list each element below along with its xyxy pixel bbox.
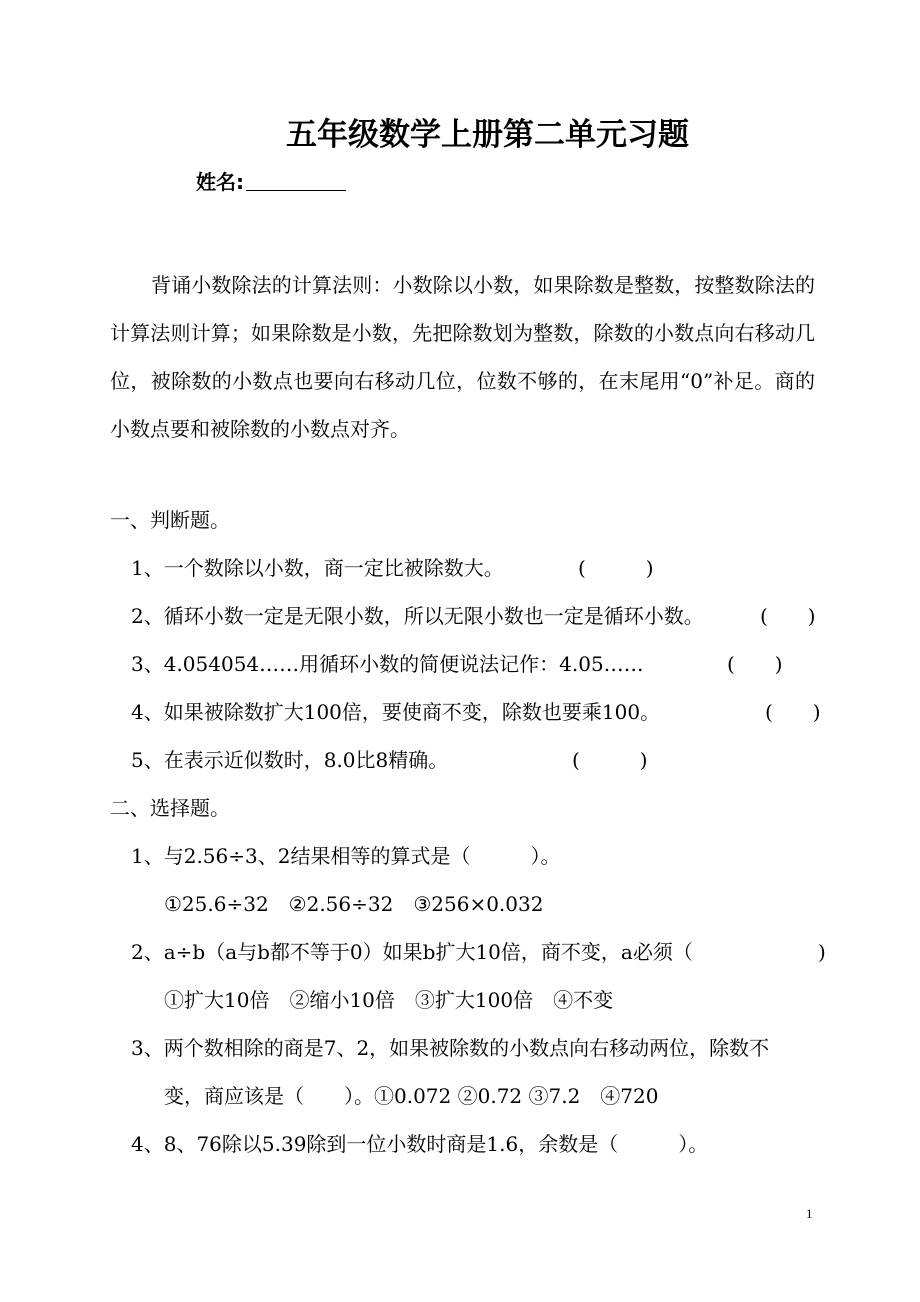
choice-item-1: 1、与2.56÷3、2结果相等的算式是（ ）。 [131,844,561,868]
choice-options-1: ①25.6÷32 ②2.56÷32 ③256×0.032 [164,892,544,916]
name-blank-line[interactable] [246,168,346,191]
judge-answer-1[interactable]: ( ) [578,556,654,580]
name-field [196,167,346,197]
judge-item-5: 5、在表示近似数时，8.0比8精确。 [131,748,449,772]
choice-answer-2-close[interactable]: ) [818,940,826,964]
judge-answer-5[interactable]: ( ) [572,748,648,772]
judge-item-1: 1、一个数除以小数，商一定比被除数大。 [131,556,504,580]
name-label: 姓名: [196,170,244,194]
judge-item-3: 3、4.054054……用循环小数的简便说法记作：4.05…… [131,652,644,676]
choice-item-3: 3、两个数相除的商是7、2，如果被除数的小数点向右移动两位，除数不 [131,1036,770,1060]
rule-paragraph: 背诵小数除法的计算法则：小数除以小数，如果除数是整数，按整数除法的计算法则计算；如果除数是小数，先把除数划为整数，除数的小数点向右移动几位，被除数的小数点也要向右移动几位，位数不够的，在末尾用“0”补足。商的小数点要和被除数的小数点对齐。 [110,273,815,441]
judge-item-4: 4、如果被除数扩大100倍，要使商不变，除数也要乘100。 [131,700,661,724]
page-title: 五年级数学上册第二单元习题 [286,117,689,153]
judge-answer-3[interactable]: ( ) [727,652,783,676]
choice-item-3-cont: 变，商应该是（ ）。①0.072 ②0.72 ③7.2 ④720 [164,1084,659,1108]
page-number: 1 [806,1206,813,1221]
choice-item-4: 4、8、76除以5.39除到一位小数时商是1.6，余数是（ ）。 [131,1132,709,1156]
judge-item-2: 2、循环小数一定是无限小数，所以无限小数也一定是循环小数。 [131,604,704,628]
judge-answer-4[interactable]: ( ) [765,700,821,724]
section2-heading: 二、选择题。 [110,796,230,820]
section1-heading: 一、判断题。 [110,508,230,532]
choice-options-2: ①扩大10倍 ②缩小10倍 ③扩大100倍 ④不变 [164,988,614,1012]
judge-answer-2[interactable]: ( ) [760,604,816,628]
choice-item-2: 2、a÷b（a与b都不等于0）如果b扩大10倍，商不变，a必须（ [131,940,693,964]
